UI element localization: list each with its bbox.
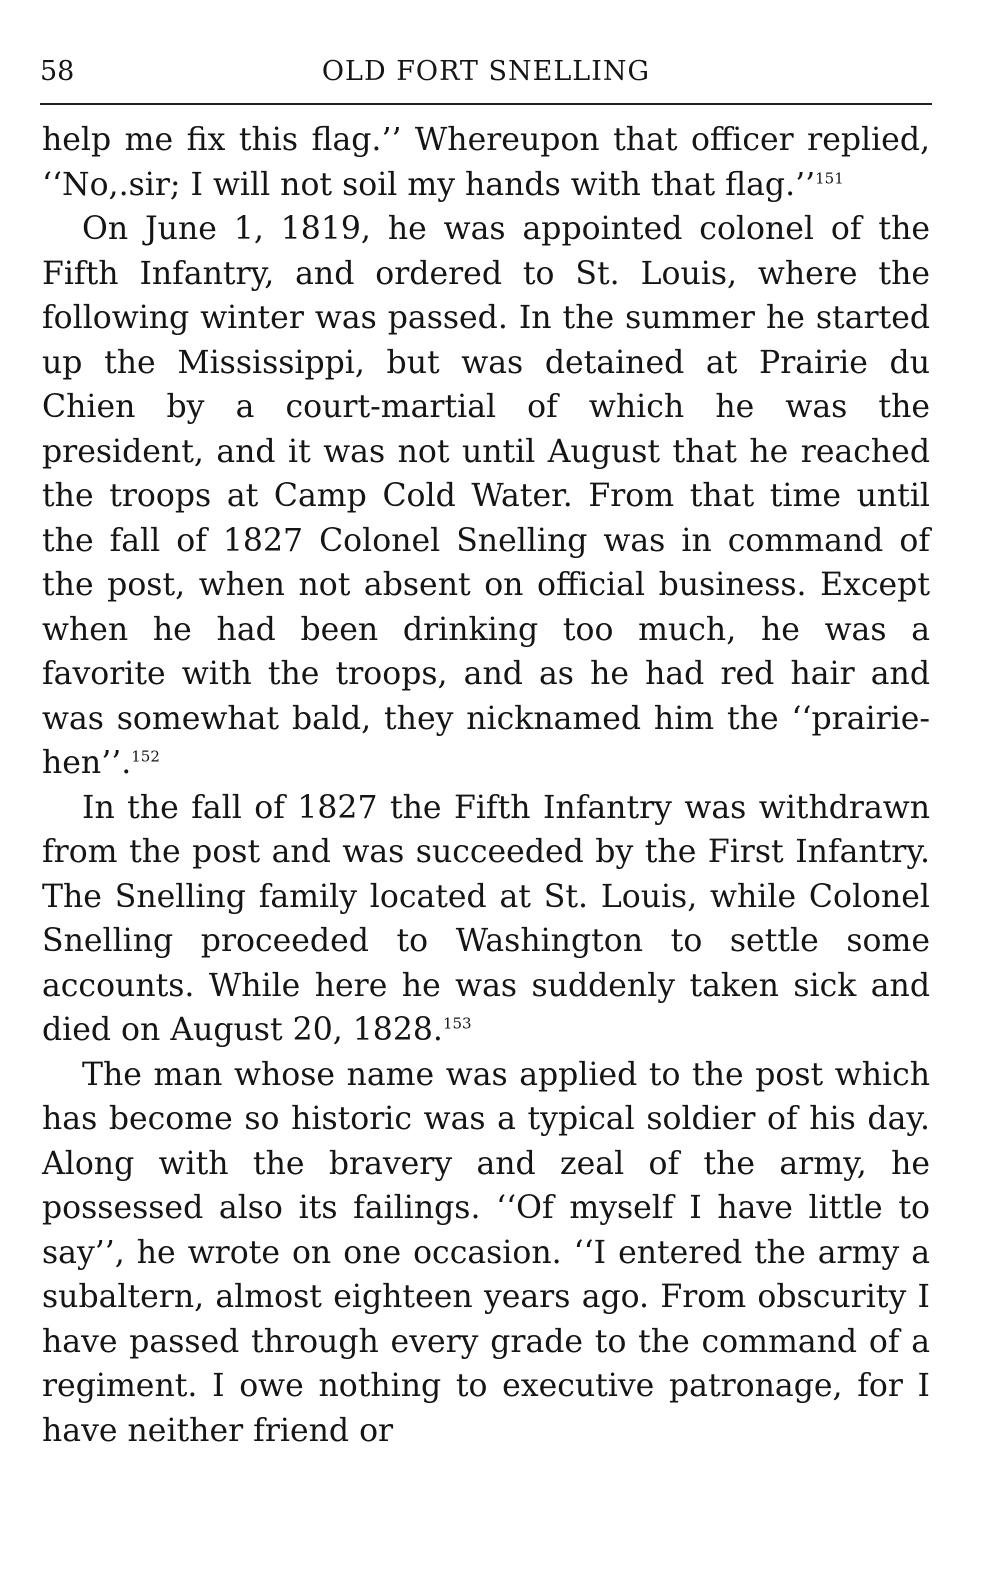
paragraph-continued	[42, 118, 930, 207]
footnote-ref: 153	[442, 1014, 472, 1033]
paragraph-text: The man whose name was applied to the post which has become so historic was a typical soldier of his day. Along with the bravery and zeal of the army, he possessed also its failings. ‘‘Of myself I have little to say’’, he wrote on one occasion. ‘‘I entered the army a subaltern, almost eighteen years ago. From obscurity I have passed through every grade to the command of a regiment. I owe nothing to executive patronage, for I have neither friend or	[42, 1056, 930, 1449]
paragraph	[42, 786, 930, 1053]
page-number: 58	[40, 56, 75, 87]
page-header	[40, 52, 932, 96]
paragraph-text: On June 1, 1819, he was appointed colonel of the Fifth Infantry, and ordered to St. Louis, where the following winter was passed. In the summer he started up the Mississippi, but was detained at Prairie du Chien by a court-martial of which he was the president, and it was not until August that he reached the troops at Camp Cold Water. From that time until the fall of 1827 Colonel Snelling was in command of the post, when not absent on official business. Except when he had been drinking too much, he was a favorite with the troops, and as he had red hair and was somewhat bald, they nicknamed him the ‘‘prairie-hen’’.	[42, 211, 930, 781]
footnote-ref: 152	[131, 747, 160, 766]
paragraph	[42, 1053, 930, 1454]
footnote-ref: 151	[815, 169, 844, 187]
running-title: OLD FORT SNELLING	[321, 56, 651, 87]
body-text	[42, 118, 930, 1453]
paragraph-text: In the fall of 1827 the Fifth Infantry was withdrawn from the post and was succeeded by the First Infantry. The Snelling family located at St. Louis, while Colonel Snelling proceeded to Washington to settle some accounts. While here he was suddenly taken sick and died on August 20, 1828.	[42, 789, 930, 1048]
paragraph	[42, 207, 930, 786]
paragraph-text: help me fix this flag.’’ Whereupon that officer replied, ‘‘No,.sir; I will not soil my hands with that flag.’’	[42, 122, 930, 203]
header-rule	[40, 103, 932, 105]
